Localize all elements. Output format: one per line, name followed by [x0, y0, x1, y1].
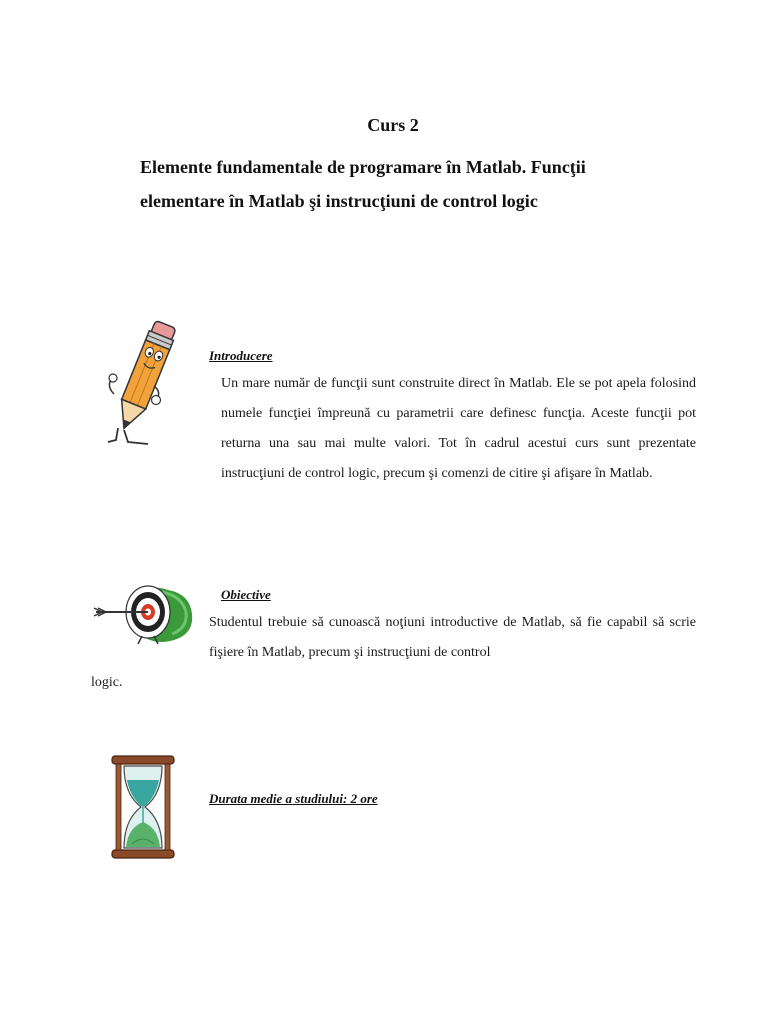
duration-heading: Durata medie a studiului: 2 ore [209, 791, 378, 806]
objectives-heading: Obiective [221, 587, 271, 602]
page-title-line-1: Elemente fundamentale de programare în Matlab. Funcţii [140, 157, 586, 177]
introduction-heading: Introducere [209, 348, 273, 363]
objectives-paragraph-end: logic. [91, 675, 123, 690]
hourglass-icon [110, 754, 176, 860]
page-title [140, 150, 700, 218]
pencil-character-icon [104, 316, 190, 450]
target-arrow-icon [92, 584, 194, 644]
objectives-paragraph: Studentul trebuie să cunoască noţiuni introductive de Matlab, să fie capabil să scrie fişiere în Matlab, precum şi instrucţiuni de control [209, 615, 696, 660]
introduction-paragraph: Un mare număr de funcţii sunt construite direct în Matlab. Ele se pot apela folosind numele funcţiei împreună cu parametrii care definesc funcţia. Aceste funcţii pot returna una sau mai multe valori. Tot în cadrul acestui curs sunt prezentate instrucţiuni de control logic, precum şi comenzi de citire şi afişare în Matlab. [221, 376, 696, 481]
page-title-line-2: elementare în Matlab şi instrucţiuni de control logic [140, 191, 538, 211]
course-number: Curs 2 [367, 115, 419, 135]
